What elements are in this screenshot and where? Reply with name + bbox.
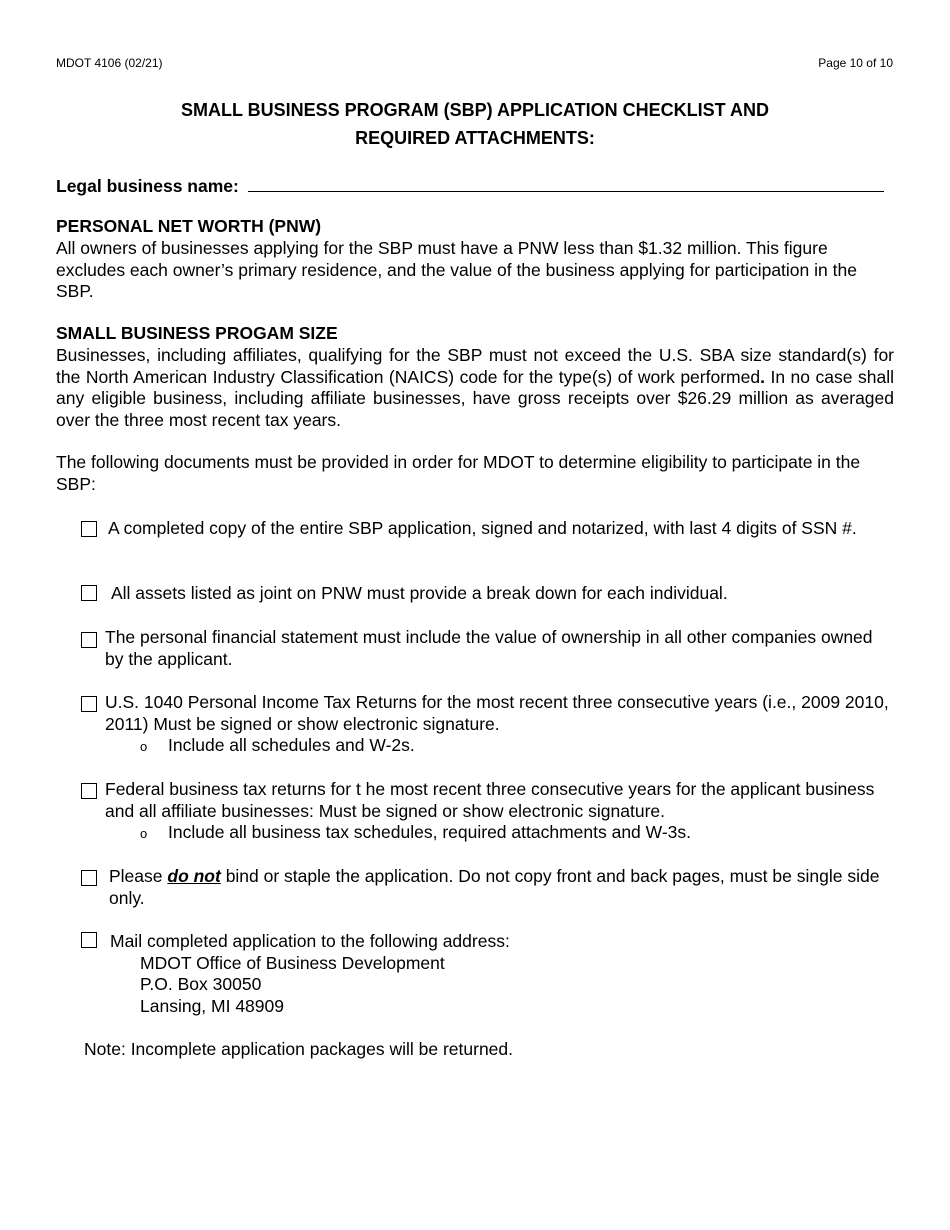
legal-name-field[interactable] [248,177,884,192]
item-6-emphasis: do not [167,866,221,886]
checklist-item-2: All assets listed as joint on PNW must provide a break down for each individual. [111,583,728,603]
page-number: Page 10 of 10 [818,56,893,70]
item-6-post: bind or staple the application. Do not copy front and back pages, must be single side only. [109,866,880,908]
checklist-item-4-sub-text: Include all schedules and W-2s. [168,735,415,755]
item-6-pre: Please [109,866,168,886]
bullet-icon: o [140,826,148,841]
size-body-period: . [760,366,765,387]
bullet-icon: o [140,739,148,754]
page-subtitle: REQUIRED ATTACHMENTS: [355,128,595,148]
checklist-item-1: A completed copy of the entire SBP application, signed and notarized, with last 4 digits of SSN #. [108,518,857,538]
checkbox-item-5[interactable] [81,783,97,799]
checkbox-item-7[interactable] [81,932,97,948]
size-heading: SMALL BUSINESS PROGAM SIZE [56,323,338,343]
address-line-3: Lansing, MI 48909 [140,996,284,1016]
checklist-item-3: The personal financial statement must include the value of ownership in all other companies owned by the applicant. [105,627,873,669]
checklist-item-4-sub [140,735,415,758]
checklist-item-5: Federal business tax returns for t he most recent three consecutive years for the applicant business and all affiliate businesses: Must be signed or show electronic signature. [105,779,875,821]
size-body-c: In no case shall any eligible business, including affiliate businesses, have gross receipts over $26.29 million as averaged over the three most recent tax years. [56,366,894,430]
checklist-item-7: Mail completed application to the following address: [110,931,510,951]
legal-name-row [56,176,884,197]
size-body-a: Businesses, including affiliates, qualifying for the SBP must not exceed the U.S. SBA size standard(s) for the North American Industry Classification (NAICS) code for the type(s) of work performed [56,345,894,387]
checklist-item-6 [109,866,893,909]
checkbox-item-6[interactable] [81,870,97,886]
intro-text: The following documents must be provided in order for MDOT to determine eligibility to participate in the SBP: [56,452,861,494]
checklist-item-5-sub [140,822,691,845]
form-id: MDOT 4106 (02/21) [56,56,163,70]
note-text: Note: Incomplete application packages will be returned. [84,1039,513,1059]
checkbox-item-4[interactable] [81,696,97,712]
address-line-1: MDOT Office of Business Development [140,953,445,973]
checklist-item-5-sub-text: Include all business tax schedules, required attachments and W-3s. [168,822,692,842]
checkbox-item-3[interactable] [81,632,97,648]
checklist-item-4: U.S. 1040 Personal Income Tax Returns for the most recent three consecutive years (i.e., 2009 2010, 2011) Must be signed or show electronic signature. [105,692,889,734]
legal-name-label: Legal business name: [56,176,239,196]
page-title: SMALL BUSINESS PROGRAM (SBP) APPLICATION CHECKLIST AND [180,100,769,120]
size-body [56,345,894,431]
address-line-2: P.O. Box 30050 [140,974,262,994]
pnw-body: All owners of businesses applying for the SBP must have a PNW less than $1.32 million. This figure excludes each owner’s primary residence, and the value of the business applying for participation in the SBP. [56,238,857,301]
checkbox-item-1[interactable] [81,521,97,537]
pnw-heading: PERSONAL NET WORTH (PNW) [56,216,322,236]
checkbox-item-2[interactable] [81,585,97,601]
